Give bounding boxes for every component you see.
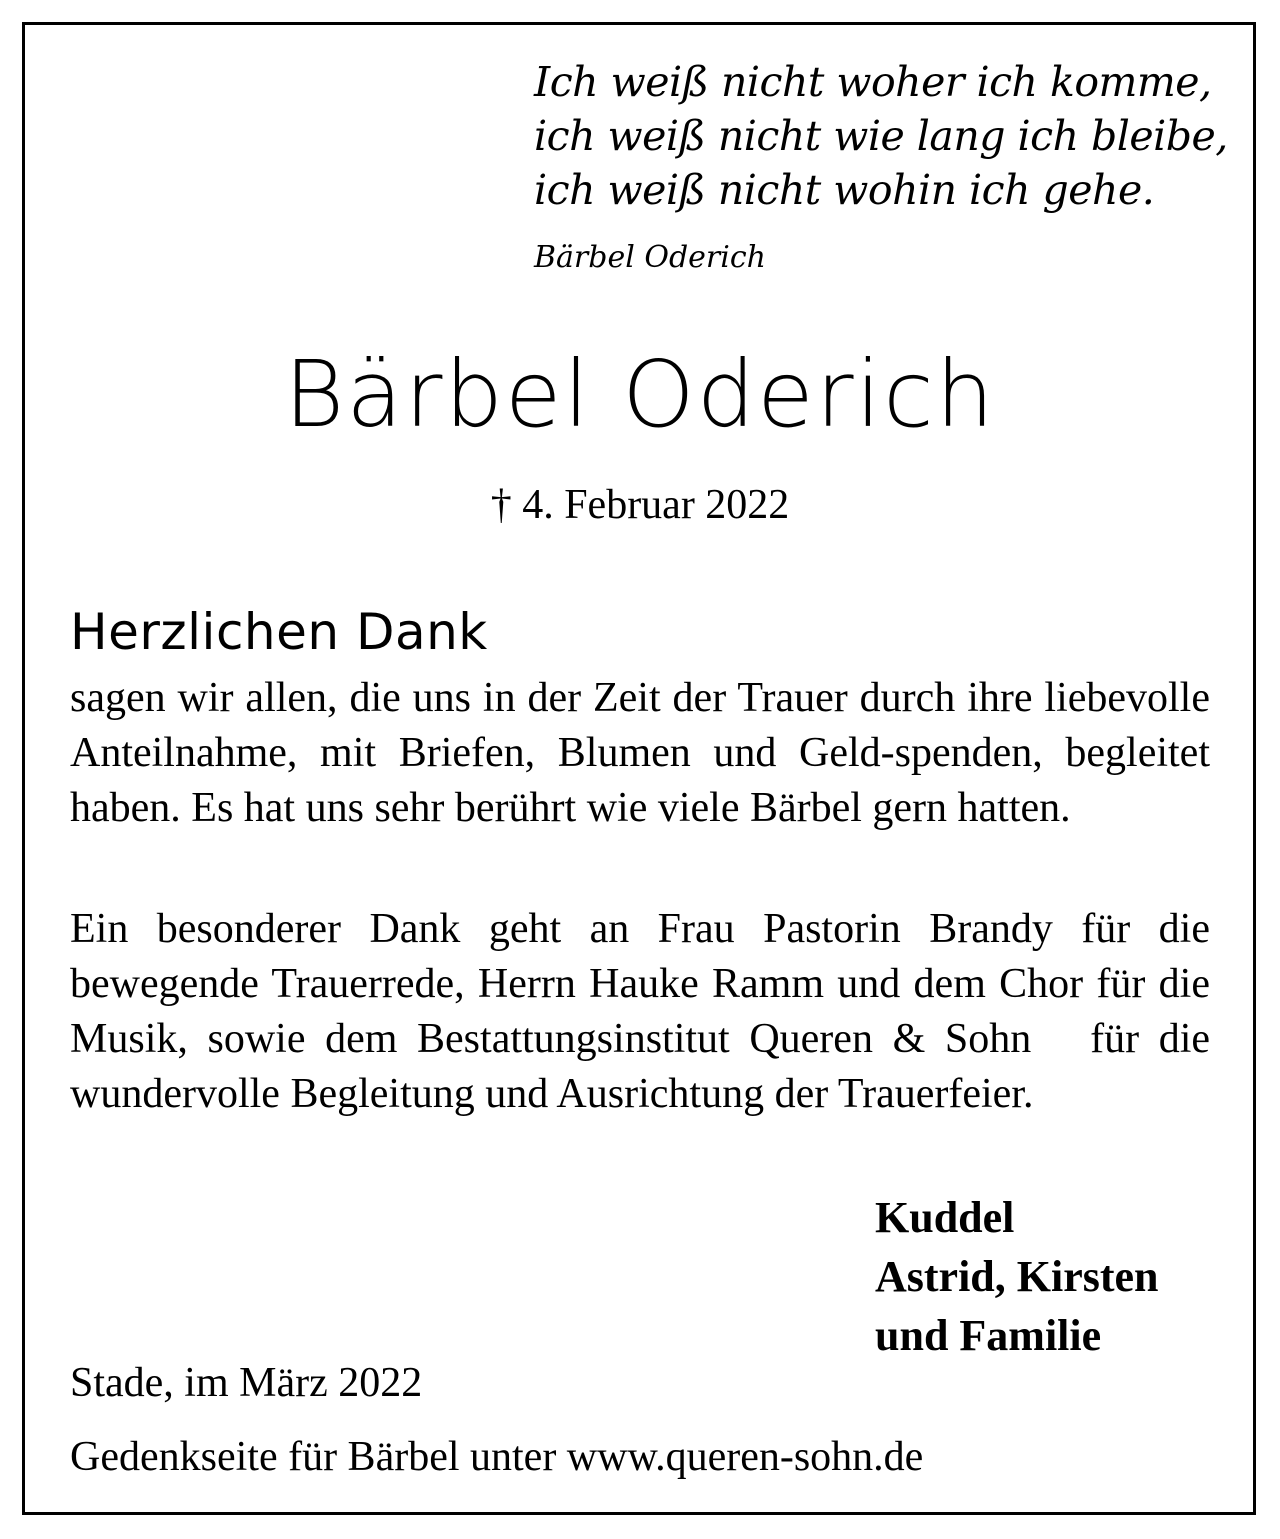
poem-line-3: ich weiß nicht wohin ich gehe. [534,166,1155,214]
poem-line-2: ich weiß nicht wie lang ich bleibe, [534,112,1228,160]
memorial-page-link[interactable]: Gedenkseite für Bärbel unter www.queren-sohn.de [70,1434,924,1480]
signature-line-3: und Familie [875,1311,1102,1360]
poem-quote [534,55,1234,217]
deceased-name: Bärbel Oderich [284,341,996,448]
signature-block [875,1188,1159,1365]
poem-line-1: Ich weiß nicht woher ich komme, [534,58,1212,106]
signature-line-1: Kuddel [875,1193,1015,1242]
place-and-date: Stade, im März 2022 [70,1360,423,1406]
thanks-paragraph-1 [70,671,1210,836]
thanks-heading: Herzlichen Dank [70,603,488,661]
thanks-paragraph-1-text: sagen wir allen, die uns in der Zeit der Trauer durch ihre liebevolle Anteilnahme, mit Briefen, Blumen und Geld-spenden, begleitet haben. Es hat uns sehr berührt wie viele Bärbel gern hatten. [70,675,1210,831]
signature-line-2: Astrid, Kirsten [875,1252,1159,1301]
poem-author: Bärbel Oderich [534,240,766,275]
death-date: † 4. Februar 2022 [490,482,790,528]
thanks-paragraph-2: Ein besonderer Dank geht an Frau Pastorin Brandy für die bewegende Trauerrede, Herrn Hauke Ramm und dem Chor für die Musik, sowie dem Bestattungsinstitut Queren & Sohn für die wundervolle Begleitung und Ausrichtung der Trauerfeier. [70,906,1210,1117]
